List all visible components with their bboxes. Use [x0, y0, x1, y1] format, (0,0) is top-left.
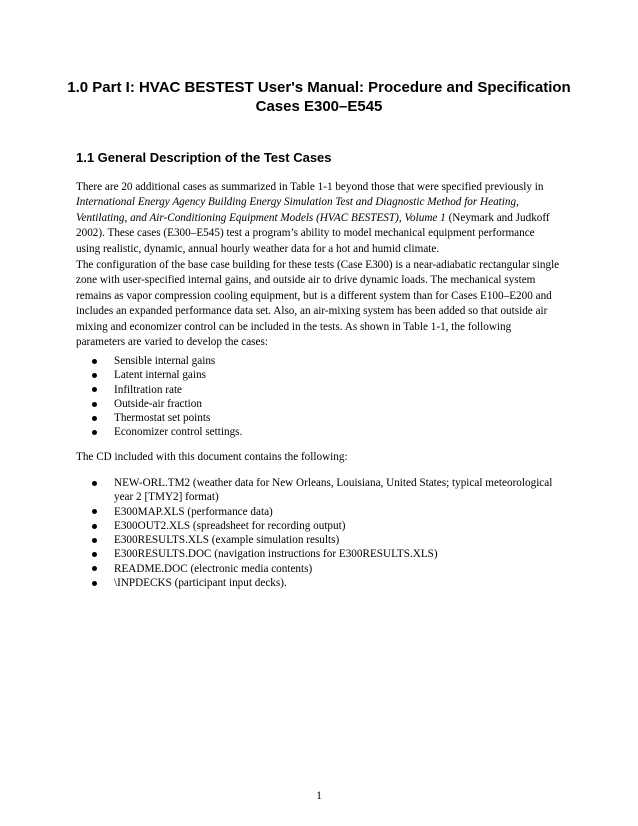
- list-item: \INPDECKS (participant input decks).: [90, 576, 580, 590]
- bullet-icon: [92, 387, 97, 392]
- parameter-list: [90, 354, 580, 440]
- cd-intro: [76, 450, 576, 465]
- citation-title: International Energy Agency Building Energy Simulation Test and Diagnostic Method for Heating,: [76, 196, 519, 209]
- document-title: [60, 78, 578, 116]
- bullet-icon: [92, 402, 97, 407]
- list-item: Latent internal gains: [90, 368, 580, 382]
- text-line: The CD included with this document contains the following:: [76, 451, 348, 463]
- list-item: Sensible internal gains: [90, 354, 580, 368]
- title-line-2: Cases E300–E545: [255, 98, 383, 115]
- section-heading: 1.1 General Description of the Test Cases: [76, 150, 332, 165]
- list-item: E300RESULTS.DOC (navigation instructions for E300RESULTS.XLS): [90, 547, 580, 561]
- list-item: Outside-air fraction: [90, 397, 580, 411]
- citation-authors: (Neymark and Judkoff: [445, 211, 550, 224]
- list-item: E300OUT2.XLS (spreadsheet for recording output): [90, 519, 580, 533]
- bullet-icon: [92, 416, 97, 421]
- text-line: The configuration of the base case building for these tests (Case E300) is a near-adiabatic rectangular single: [76, 259, 560, 271]
- list-item: E300MAP.XLS (performance data): [90, 505, 580, 519]
- cd-contents-list: [90, 476, 580, 590]
- text-line: remains as vapor compression cooling equipment, but is a different system than for Cases E100–E200 and: [76, 289, 552, 302]
- bullet-icon: [92, 373, 97, 378]
- bullet-icon: [92, 538, 97, 543]
- text-line: includes an expanded performance data set. Also, an air-mixing system has been added so that outside air: [76, 305, 548, 318]
- list-item: README.DOC (electronic media contents): [90, 562, 580, 576]
- configuration-paragraph: [76, 258, 576, 350]
- citation-title: Ventilating, and Air-Conditioning Equipment Models (HVAC BESTEST), Volume 1: [76, 211, 446, 224]
- bullet-icon: [92, 509, 97, 514]
- list-item: E300RESULTS.XLS (example simulation results): [90, 533, 580, 547]
- list-item: Economizer control settings.: [90, 425, 580, 439]
- text-line: zone with user-specified internal gains, and outside air to drive dynamic loads. The mechanical system: [76, 274, 536, 287]
- bullet-icon: [92, 552, 97, 557]
- text-line: mixing and economizer control can be included in the tests. As shown in Table 1-1, the following: [76, 320, 512, 333]
- bullet-icon: [92, 359, 97, 364]
- text-line: 2002). These cases (E300–E545) test a program’s ability to model mechanical equipment performance: [76, 227, 535, 240]
- bullet-icon: [92, 581, 97, 586]
- list-item: NEW-ORL.TM2 (weather data for New Orleans, Louisiana, United States; typical meteorological year 2 [TMY2] format): [90, 476, 580, 505]
- text-line: There are 20 additional cases as summarized in Table 1-1 beyond those that were specified previously in: [76, 181, 544, 193]
- page-number: 1: [316, 790, 322, 802]
- bullet-icon: [92, 524, 97, 529]
- text-line: parameters are varied to develop the cases:: [76, 336, 268, 349]
- title-line-1: 1.0 Part I: HVAC BESTEST User's Manual: Procedure and Specification: [67, 79, 571, 96]
- intro-paragraph: [76, 180, 576, 257]
- text-line: [76, 211, 576, 226]
- bullet-icon: [92, 430, 97, 435]
- list-item: Infiltration rate: [90, 383, 580, 397]
- text-line: [76, 195, 576, 210]
- bullet-icon: [92, 566, 97, 571]
- list-item: Thermostat set points: [90, 411, 580, 425]
- bullet-icon: [92, 481, 97, 486]
- text-line: using realistic, dynamic, annual hourly weather data for a hot and humid climate.: [76, 242, 440, 255]
